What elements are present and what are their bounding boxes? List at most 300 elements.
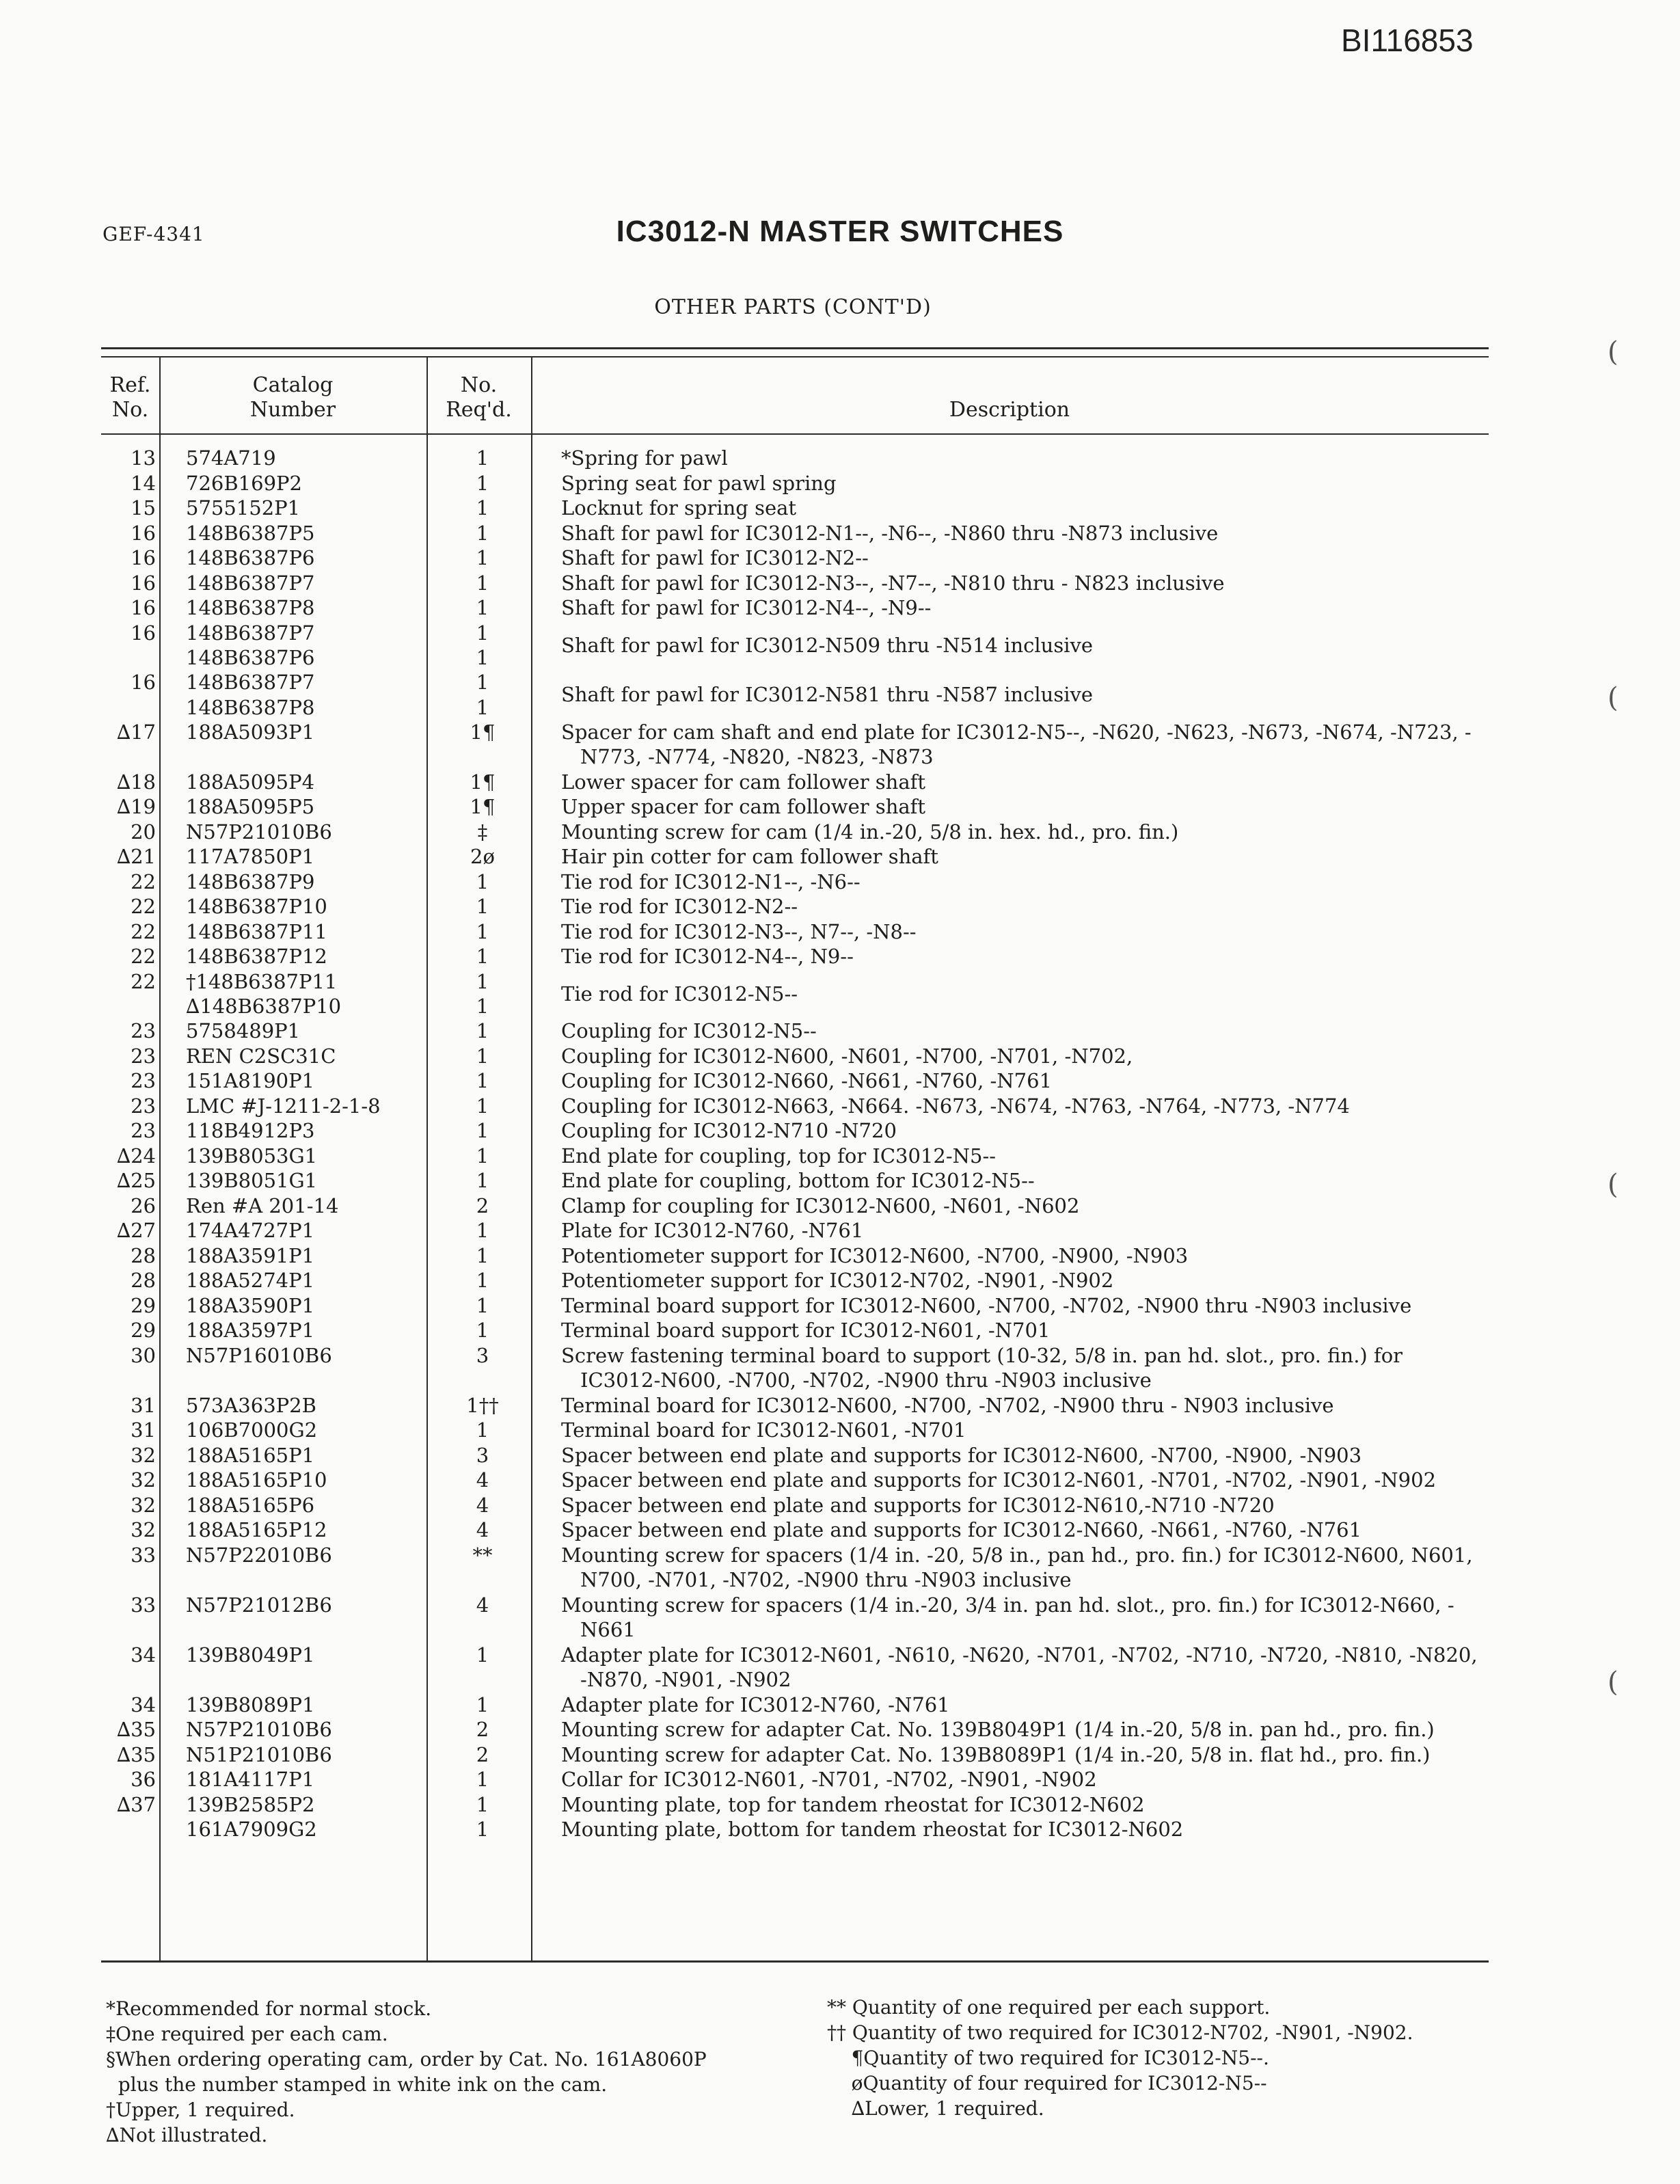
qty-required [448,1742,517,1768]
description: Tie rod for IC3012-N5-- [561,982,798,1006]
table-row [101,446,1489,471]
catalog-number-line: 148B6387P7 [186,671,315,694]
catalog-number-line: 188A5095P4 [186,770,315,794]
qty-required [448,1019,517,1044]
description: Spacer between end plate and supports for IC3012-N601, -N701, -N702, -N901, -N902 [561,1468,1437,1492]
table-row [101,1243,1489,1269]
ref-number: 16 [131,546,156,569]
description: *Spring for pawl [561,446,728,470]
ref-number: 31 [131,1418,156,1442]
description: Terminal board for IC3012-N601, -N701 [561,1418,966,1442]
description: Mounting screw for spacers (1/4 in.-20, 3/4 in. pan hd. slot., pro. fin.) for IC3012-N660, -N661 [561,1593,1454,1641]
ref-number: ∆19 [116,795,156,818]
catalog-number-line: 151A8190P1 [186,1069,315,1092]
qty-line: 4 [476,1518,489,1541]
table-row [101,894,1489,919]
catalog-number-line: 139B8049P1 [186,1643,315,1667]
qty-line: 1 [476,1219,489,1242]
qty-line: 2ø [470,845,495,868]
ref-number: ∆21 [116,845,156,868]
description: Hair pin cotter for cam follower shaft [561,845,938,868]
table-row [101,869,1489,895]
ref-number: ∆25 [116,1169,156,1192]
qty-required [448,1717,517,1742]
table-row [101,1418,1489,1443]
description: Terminal board support for IC3012-N601, -N701 [561,1319,1051,1342]
catalog-number-line: Ren #A 201-14 [186,1194,339,1217]
ref-number: 29 [131,1319,156,1342]
form-number: GEF-4341 [103,223,205,245]
table-row [101,1218,1489,1243]
qty-line: 1 [476,995,489,1018]
description: Mounting plate, top for tandem rheostat for IC3012-N602 [561,1792,1145,1816]
catalog-number-line: 5758489P1 [186,1019,301,1042]
qty-required [448,944,517,969]
catalog-number-line: N57P16010B6 [186,1343,332,1367]
catalog-number-line: 174A4727P1 [186,1219,315,1242]
description: Shaft for pawl for IC3012-N509 thru -N514 inclusive [561,633,1094,657]
description: Terminal board for IC3012-N600, -N700, -N702, -N900 thru - N903 inclusive [561,1393,1334,1417]
qty-line: 1 [476,1144,489,1168]
ref-number: 32 [131,1518,156,1541]
ref-number: 16 [131,621,156,645]
ref-number: 16 [131,571,156,595]
qty-line: 1 [476,446,489,470]
qty-line: 1 [476,1044,489,1068]
qty-line: 1 [476,1693,489,1716]
qty-line: 1 [476,1818,489,1841]
catalog-number-line: N51P21010B6 [186,1742,332,1766]
qty-line: 2 [476,1194,489,1217]
qty-required [448,844,517,869]
ref-number: 33 [131,1543,156,1567]
qty-required [448,720,517,745]
ref-number: 23 [131,1094,156,1118]
qty-line: 1 [476,621,489,645]
table-row [101,1543,1489,1593]
table-row [101,471,1489,496]
qty-line: 1 [476,945,489,968]
ref-number: 28 [131,1269,156,1292]
qty-line: 1 [476,596,489,619]
qty-required [448,969,517,1019]
catalog-number-line: 148B6387P10 [186,895,327,918]
description: Mounting plate, bottom for tandem rheostat for IC3012-N602 [561,1818,1184,1841]
qty-line: 1 [476,869,489,893]
qty-required [448,1293,517,1319]
ref-number: 29 [131,1293,156,1317]
catalog-number-line: ∆148B6387P10 [186,995,342,1018]
table-row [101,521,1489,546]
qty-line: 1 [476,1768,489,1791]
qty-required [448,1817,517,1842]
qty-line: 1 [476,496,489,520]
header-bottom-rule [101,433,1489,435]
qty-line: 1 [476,1169,489,1192]
description: Clamp for coupling for IC3012-N600, -N601, -N602 [561,1194,1080,1217]
footnotes-left: *Recommended for normal stock. ‡One required per each cam. §When ordering operating cam, order by Cat. No. 161A8060P plus the number stamped in white ink on the cam. †Upper, 1 required. ∆Not illustrated. [106,1997,707,2146]
catalog-number-line: 148B6387P5 [186,521,315,545]
ref-number: 20 [131,820,156,844]
qty-required [448,595,517,621]
ref-number: 23 [131,1069,156,1092]
catalog-number-line: 188A5093P1 [186,720,315,744]
ref-number: ∆24 [116,1144,156,1168]
qty-line: 4 [476,1493,489,1517]
qty-line: 1 [476,671,489,694]
description: Coupling for IC3012-N663, -N664. -N673, -N674, -N763, -N764, -N773, -N774 [561,1094,1350,1118]
qty-required [448,1493,517,1518]
table-row [101,1318,1489,1343]
qty-required [448,545,517,571]
qty-required [448,621,517,671]
catalog-number-line: 148B6387P7 [186,571,315,595]
ref-number: 15 [131,496,156,520]
qty-line: 4 [476,1593,489,1617]
table-row [101,1767,1489,1792]
table-row [101,1643,1489,1693]
catalog-number-line: 148B6387P12 [186,945,327,968]
qty-line: 1¶ [470,720,496,744]
qty-required [448,571,517,596]
description: Potentiometer support for IC3012-N702, -N901, -N902 [561,1269,1114,1292]
description: Tie rod for IC3012-N4--, N9-- [561,945,854,968]
ref-number: 22 [131,895,156,918]
ref-number: ∆27 [116,1219,156,1242]
qty-line: 1 [476,546,489,569]
description: Mounting screw for adapter Cat. No. 139B8089P1 (1/4 in.-20, 5/8 in. flat hd., pro. fin.) [561,1742,1431,1766]
ref-number: 31 [131,1393,156,1417]
qty-required [448,1144,517,1169]
ref-number: 16 [131,521,156,545]
qty-line: 1 [476,1094,489,1118]
qty-required [448,1518,517,1543]
table-row [101,1293,1489,1319]
table-row [101,545,1489,571]
table-row [101,1268,1489,1293]
table-row [101,1068,1489,1094]
catalog-number-line: 148B6387P7 [186,621,315,645]
table-row [101,1518,1489,1543]
description: Mounting screw for spacers (1/4 in. -20, 5/8 in., pan hd., pro. fin.) for IC3012-N600, N601, N700, -N701, -N702, -N900 thru -N903 inclusive [561,1543,1479,1591]
ref-number: 33 [131,1593,156,1617]
ref-number: 22 [131,945,156,968]
ref-number: ∆18 [116,770,156,794]
qty-required [448,521,517,546]
qty-required [448,1393,517,1418]
qty-required [448,1418,517,1443]
description: Spacer for cam shaft and end plate for IC3012-N5--, -N620, -N623, -N673, -N674, -N723, -N773, -N774, -N820, -N823, -N873 [561,720,1472,768]
qty-line: 4 [476,1468,489,1492]
description: Coupling for IC3012-N600, -N601, -N700, -N701, -N702, [561,1044,1133,1068]
table-row [101,1717,1489,1742]
ref-number: 34 [131,1643,156,1667]
ref-number: 28 [131,1243,156,1267]
description: Locknut for spring seat [561,496,797,520]
catalog-number-line: N57P21010B6 [186,820,332,844]
header-description: Description [949,398,1070,422]
qty-line: 1 [476,895,489,918]
qty-required [448,1218,517,1243]
qty-required [448,1268,517,1293]
description: Mounting screw for adapter Cat. No. 139B8049P1 (1/4 in.-20, 5/8 in. pan hd., pro. fin.) [561,1718,1435,1741]
ref-number: 32 [131,1468,156,1492]
table-row [101,1144,1489,1169]
description: Terminal board support for IC3012-N600, -N700, -N702, -N900 thru -N903 inclusive [561,1293,1412,1317]
ref-number: 22 [131,969,156,993]
catalog-number-line: 161A7909G2 [186,1818,317,1841]
ref-number: 32 [131,1443,156,1467]
catalog-number-line: 148B6387P9 [186,869,315,893]
qty-required [448,670,517,720]
table-row [101,595,1489,621]
catalog-number-line: 726B169P2 [186,471,302,495]
catalog-number-line: N57P21010B6 [186,1718,332,1741]
table-row [101,1817,1489,1842]
qty-line: 1¶ [470,770,496,794]
header-ref-no: Ref. No. [109,373,151,422]
table-row [101,1019,1489,1044]
qty-line: 1†† [466,1393,499,1417]
description: Potentiometer support for IC3012-N600, -N700, -N900, -N903 [561,1243,1189,1267]
table-row [101,1693,1489,1718]
catalog-number-line: 188A5274P1 [186,1269,315,1292]
qty-line: 1 [476,919,489,943]
table-row [101,1168,1489,1194]
catalog-number-line: 188A5165P10 [186,1468,327,1492]
qty-required [448,869,517,895]
qty-required [448,1468,517,1493]
ref-number: ∆17 [116,720,156,744]
ref-number: 34 [131,1693,156,1716]
qty-required [448,1593,517,1618]
catalog-number-line: LMC #J-1211-2-1-8 [186,1094,381,1118]
table-row [101,969,1489,1019]
qty-line: ** [472,1543,493,1567]
catalog-number-line: 139B8053G1 [186,1144,318,1168]
qty-line: 1 [476,521,489,545]
description: Plate for IC3012-N760, -N761 [561,1219,864,1242]
description: Shaft for pawl for IC3012-N3--, -N7--, -N810 thru - N823 inclusive [561,571,1225,595]
catalog-number-line: N57P22010B6 [186,1543,332,1567]
qty-required [448,1792,517,1818]
ref-number: 23 [131,1044,156,1068]
qty-required [448,820,517,845]
description: Screw fastening terminal board to support (10-32, 5/8 in. pan hd. slot., pro. fin.) for IC3012-N600, -N700, -N702, -N900 thru -N903 inclusive [561,1343,1409,1392]
table-row [101,1493,1489,1518]
description: Spacer between end plate and supports for IC3012-N660, -N661, -N760, -N761 [561,1518,1362,1541]
ref-number: 36 [131,1768,156,1791]
ref-number: 14 [131,471,156,495]
catalog-number-line: 188A5165P1 [186,1443,315,1467]
catalog-number-line: 139B2585P2 [186,1792,315,1816]
description: Shaft for pawl for IC3012-N1--, -N6--, -N860 thru -N873 inclusive [561,521,1219,545]
table-bottom-rule [101,1960,1489,1963]
catalog-number-line: 106B7000G2 [186,1418,318,1442]
ref-number: ∆37 [116,1792,156,1816]
table-row [101,944,1489,969]
table-row [101,1742,1489,1768]
qty-required [448,1443,517,1468]
qty-required [448,1643,517,1668]
catalog-number-line: 188A5095P5 [186,795,315,818]
description: Adapter plate for IC3012-N760, -N761 [561,1693,950,1716]
qty-line: 1 [476,1269,489,1292]
catalog-number-line: 148B6387P8 [186,695,315,719]
ref-number: 23 [131,1119,156,1142]
description: Collar for IC3012-N601, -N701, -N702, -N901, -N902 [561,1768,1097,1791]
catalog-number-line: 188A5165P12 [186,1518,327,1541]
description: Shaft for pawl for IC3012-N2-- [561,546,869,569]
description: Tie rod for IC3012-N2-- [561,895,798,918]
table-row [101,1118,1489,1144]
qty-required [448,1094,517,1119]
catalog-number-line: 188A3591P1 [186,1243,315,1267]
catalog-number-line: 188A5165P6 [186,1493,315,1517]
table-row [101,1792,1489,1818]
qty-required [448,1044,517,1069]
margin-mark: ( [1608,1169,1618,1200]
table-row [101,670,1489,720]
qty-required [448,1068,517,1094]
qty-line: 1 [476,1019,489,1042]
catalog-number-line: 118B4912P3 [186,1119,315,1142]
qty-required [448,1543,517,1568]
table-row [101,621,1489,671]
margin-mark: ( [1608,682,1618,714]
qty-line: 3 [476,1443,489,1467]
catalog-number-line: 188A3590P1 [186,1293,315,1317]
qty-required [448,1767,517,1792]
qty-required [448,446,517,471]
ref-number: 30 [131,1343,156,1367]
qty-line: ‡ [477,820,488,844]
description: Tie rod for IC3012-N1--, -N6-- [561,869,861,893]
catalog-number-line: 181A4117P1 [186,1768,315,1791]
qty-line: 1 [476,695,489,719]
table-row [101,1094,1489,1119]
qty-required [448,794,517,820]
description: Coupling for IC3012-N660, -N661, -N760, -N761 [561,1069,1053,1092]
table-row [101,844,1489,869]
catalog-number-line: 188A3597P1 [186,1319,315,1342]
catalog-number-line: N57P21012B6 [186,1593,332,1617]
table-top-rule [101,347,1489,349]
parts-table-body [101,446,1489,1842]
description: Shaft for pawl for IC3012-N581 thru -N587 inclusive [561,683,1094,706]
ref-number: 26 [131,1194,156,1217]
footnotes-right: ** Quantity of one required per each support. †† Quantity of two required for IC3012-N702, -N901, -N902. ¶Quantity of two required for IC3012-N5--. øQuantity of four required for IC3012-N5-- ∆Lower, 1 required. [827,1996,1413,2120]
table-row [101,720,1489,770]
catalog-number-line: 148B6387P11 [186,919,327,943]
qty-required [448,894,517,919]
description: Coupling for IC3012-N5-- [561,1019,817,1042]
catalog-number-line: 148B6387P6 [186,546,315,569]
ref-number: ∆35 [116,1718,156,1741]
catalog-number-line: 148B6387P8 [186,596,315,619]
qty-line: 2 [476,1718,489,1741]
table-row [101,1393,1489,1418]
description: Adapter plate for IC3012-N601, -N610, -N620, -N701, -N702, -N710, -N720, -N810, -N820, -N870, -N901, -N902 [561,1643,1484,1691]
ref-number: 13 [131,446,156,470]
table-row [101,1468,1489,1493]
catalog-number-line: †148B6387P11 [186,969,338,993]
description: Coupling for IC3012-N710 -N720 [561,1119,897,1142]
qty-line: 1¶ [470,795,496,818]
catalog-number-line: 573A363P2B [186,1393,316,1417]
margin-mark: ( [1608,1667,1618,1698]
table-row [101,919,1489,945]
qty-required [448,1693,517,1718]
qty-line: 1 [476,471,489,495]
qty-required [448,471,517,496]
qty-required [448,1118,517,1144]
qty-line: 1 [476,646,489,669]
table-row [101,820,1489,845]
ref-number: 22 [131,919,156,943]
ref-number: ∆35 [116,1742,156,1766]
qty-line: 2 [476,1742,489,1766]
description: End plate for coupling, top for IC3012-N5-- [561,1144,997,1168]
table-row [101,1044,1489,1069]
ref-number: 16 [131,596,156,619]
catalog-number-line: 574A719 [186,446,276,470]
qty-required [448,1343,517,1369]
description: Upper spacer for cam follower shaft [561,795,926,818]
qty-line: 1 [476,1243,489,1267]
qty-line: 1 [476,969,489,993]
catalog-number-line: 148B6387P6 [186,646,315,669]
qty-required [448,1194,517,1219]
description: Spring seat for pawl spring [561,471,837,495]
catalog-number-line: REN C2SC31C [186,1044,336,1068]
table-row [101,496,1489,521]
ref-number: 22 [131,869,156,893]
qty-required [448,919,517,945]
qty-required [448,1168,517,1194]
catalog-number-line: 117A7850P1 [186,845,315,868]
qty-line: 1 [476,1643,489,1667]
description: Shaft for pawl for IC3012-N4--, -N9-- [561,596,932,619]
description: Spacer between end plate and supports for IC3012-N600, -N700, -N900, -N903 [561,1443,1362,1467]
table-row [101,1443,1489,1468]
qty-line: 1 [476,1319,489,1342]
header-catalog-number: Catalog Number [249,373,336,422]
qty-line: 1 [476,1792,489,1816]
qty-line: 1 [476,1418,489,1442]
table-row [101,794,1489,820]
qty-required [448,770,517,795]
table-top-rule-inner [101,356,1489,358]
description: Mounting screw for cam (1/4 in.-20, 5/8 in. hex. hd., pro. fin.) [561,820,1179,844]
ref-number: 16 [131,671,156,694]
table-row [101,1194,1489,1219]
description: Lower spacer for cam follower shaft [561,770,926,794]
description: Spacer between end plate and supports for IC3012-N610,-N710 -N720 [561,1493,1275,1517]
qty-line: 3 [476,1343,489,1367]
catalog-number-line: 139B8089P1 [186,1693,315,1716]
table-row [101,770,1489,795]
description: End plate for coupling, bottom for IC3012-N5-- [561,1169,1035,1192]
catalog-number-line: 5755152P1 [186,496,301,520]
table-row [101,571,1489,596]
qty-required [448,496,517,521]
table-row [101,1593,1489,1643]
qty-required [448,1318,517,1343]
page-title: IC3012-N MASTER SWITCHES [616,215,1064,248]
document-id: BI116853 [1341,23,1474,58]
qty-line: 1 [476,1119,489,1142]
